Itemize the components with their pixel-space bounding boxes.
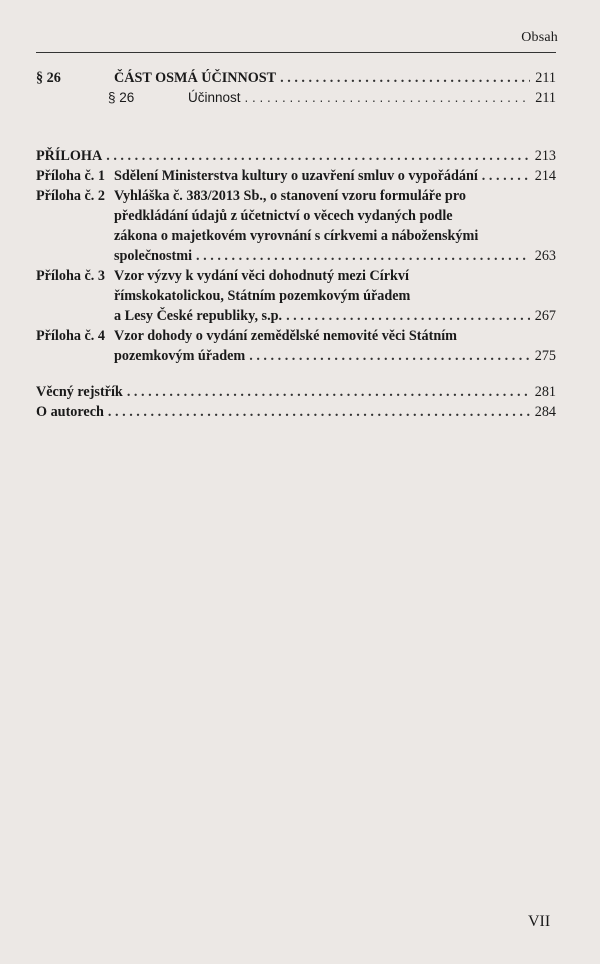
toc-title: Věcný rejstřík (36, 384, 123, 400)
toc-entry-priloha-4 (36, 328, 556, 348)
toc-title: Účinnost (188, 90, 241, 105)
toc-title: O autorech (36, 404, 104, 420)
toc-label: § 26 (36, 70, 61, 86)
toc-title: Vzor výzvy k vydání věci dohodnutý mezi Církví (114, 268, 409, 284)
toc-page: 284 (534, 404, 556, 420)
toc-title-line: a Lesy České republiky, s.p. (114, 308, 283, 324)
toc-label: Příloha č. 1 (36, 168, 105, 184)
toc-label: Příloha č. 3 (36, 268, 105, 284)
toc-page: 211 (535, 90, 556, 106)
toc-page: 263 (534, 248, 556, 264)
toc-continuation (114, 208, 556, 228)
toc-entry-authors (36, 404, 556, 424)
toc-entry-appendix (36, 148, 556, 168)
toc-label: Příloha č. 2 (36, 188, 105, 204)
toc-continuation (114, 348, 556, 368)
toc-page: 211 (535, 70, 556, 86)
leader-dots (482, 168, 530, 185)
toc-title: Vyhláška č. 383/2013 Sb., o stanovení vzoru formuláře pro (114, 188, 466, 204)
toc-page: 275 (534, 348, 556, 364)
toc-continuation (114, 288, 556, 308)
toc-page: 213 (534, 148, 556, 164)
leader-dots (286, 308, 530, 325)
toc-continuation (114, 248, 556, 268)
page-number: VII (528, 913, 551, 930)
toc-entry-part8-sub (36, 90, 556, 110)
toc-entry-priloha-1 (36, 168, 556, 188)
leader-dots (127, 384, 530, 401)
toc-entry-priloha-2 (36, 188, 556, 208)
toc-title-line: společnostmi (114, 248, 193, 264)
toc-continuation (114, 308, 556, 328)
toc-title: PŘÍLOHA (36, 148, 103, 164)
toc-page: 214 (534, 168, 556, 184)
toc-title: Vzor dohody o vydání zemědělské nemovité věci Státním (114, 328, 457, 344)
toc-entry-part8 (36, 70, 556, 90)
toc-label: Příloha č. 4 (36, 328, 105, 344)
toc-title-line: římskokatolickou, Státním pozemkovým úřadem (114, 288, 411, 304)
toc-entry-index (36, 384, 556, 404)
toc-title-line: zákona o majetkovém vyrovnání s církvemi a náboženskými (114, 228, 479, 244)
toc-page: 267 (534, 308, 556, 324)
toc-title-line: pozemkovým úřadem (114, 348, 246, 364)
toc-title: Sdělení Ministerstva kultury o uzavření smluv o vypořádání (114, 168, 478, 184)
toc-title-line: předkládání údajů z účetnictví o věcech vydaných podle (114, 208, 453, 224)
leader-dots (245, 90, 530, 105)
leader-dots (106, 148, 530, 165)
toc-title: ČÁST OSMÁ ÚČINNOST (114, 70, 277, 86)
table-of-contents (36, 0, 556, 964)
leader-dots (196, 248, 530, 265)
leader-dots (249, 348, 530, 365)
toc-entry-priloha-3 (36, 268, 556, 288)
toc-page: 281 (534, 384, 556, 400)
leader-dots (108, 404, 530, 421)
toc-label: § 26 (108, 90, 135, 105)
toc-continuation (114, 228, 556, 248)
leader-dots (280, 70, 530, 87)
running-header: Obsah (521, 30, 558, 45)
